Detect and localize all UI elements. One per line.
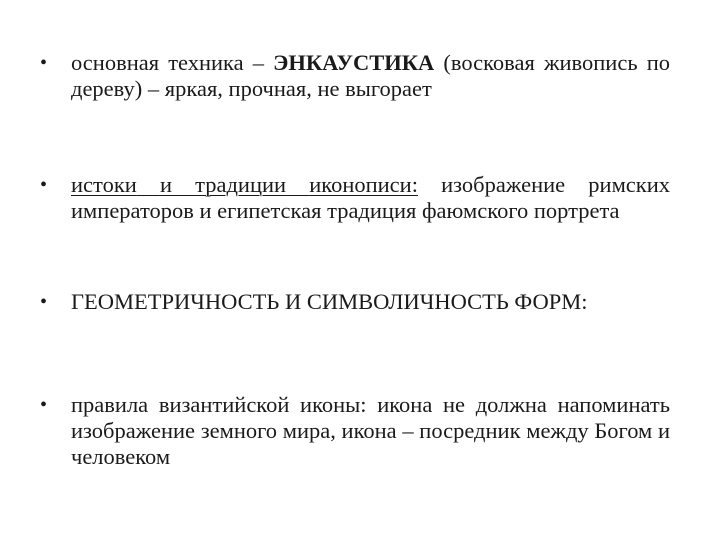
- underlined-word: традиции: [195, 172, 287, 197]
- bullet-geometry: [40, 289, 670, 315]
- underlined-space: [286, 172, 309, 197]
- bullet-dot-icon: •: [40, 291, 48, 313]
- bullet-dot-icon: •: [40, 394, 48, 416]
- bullet-dot-icon: •: [40, 174, 48, 196]
- emphasis-term: ЭНКАУСТИКА: [273, 50, 435, 75]
- bullet-text: [71, 172, 670, 224]
- bullet-text: [71, 50, 670, 102]
- underlined-space: [137, 172, 160, 197]
- bullet-origins: [40, 172, 670, 224]
- bullet-dot-icon: •: [40, 52, 48, 74]
- underlined-word: иконописи:: [309, 172, 418, 197]
- underlined-word: и: [159, 172, 172, 197]
- bullet-text: правила византийской иконы: икона не должна напоминать изображение земного мира, икона – посредник между Богом и человеком: [71, 392, 670, 469]
- underlined-space: [172, 172, 195, 197]
- bullet-encaustic: [40, 50, 670, 102]
- bullet-byzantine-rules: [40, 392, 670, 470]
- text-part: изображение римских императоров и египетская традиция фаюмского портрета: [71, 172, 671, 223]
- bullet-text: ГЕОМЕТРИЧНОСТЬ И СИМВОЛИЧНОСТЬ ФОРМ:: [71, 289, 588, 314]
- text-part: основная техника –: [71, 50, 274, 75]
- text-part: (восковая живопись по дереву) – яркая, прочная, не выгорает: [71, 50, 670, 101]
- underlined-word: истоки: [71, 172, 137, 197]
